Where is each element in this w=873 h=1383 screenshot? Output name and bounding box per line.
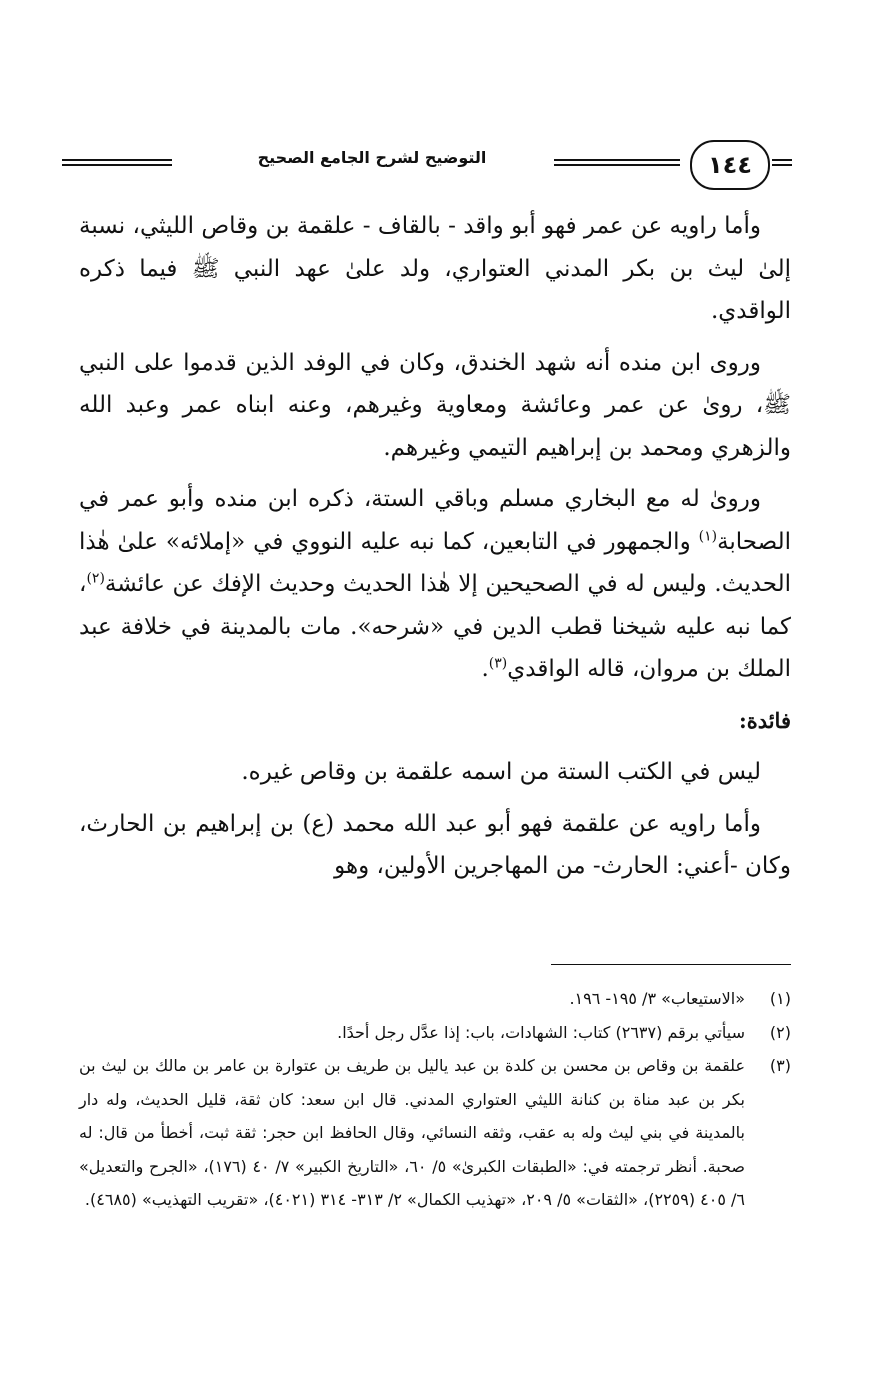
running-header [62, 140, 792, 190]
footnote-ref[interactable]: (١) [698, 527, 718, 544]
footnote-text: «الاستيعاب» ٣/ ١٩٥- ١٩٦. [569, 989, 745, 1008]
paragraph: وأما راويه عن عمر فهو أبو واقد - بالقاف - علقمة بن وقاص الليثي، نسبة إلىٰ ليث بن بكر المدني العتواري، ولد علىٰ عهد النبي ﷺ فيما ذكره الواقدي. [79, 213, 791, 324]
header-rule-right [772, 159, 792, 166]
main-text [79, 205, 791, 897]
footnote-number: (٢) [769, 1022, 791, 1042]
footnote-number: (١) [769, 989, 791, 1008]
footnote [79, 982, 791, 1016]
paragraph-text: وروىٰ له مع البخاري مسلم وباقي الستة، ذكره ابن منده وأبو عمر في الصحابة [79, 486, 791, 555]
paragraph-text: . [481, 656, 489, 682]
header-rule-middle [554, 159, 680, 166]
footnote-number: (٣) [769, 1056, 791, 1075]
page-number-badge: ١٤٤ [690, 140, 770, 190]
paragraph: ليس في الكتب الستة من اسمه علقمة بن وقاص غيره. [241, 759, 761, 785]
footnote [79, 1016, 791, 1050]
footnote-ref[interactable]: (٣) [488, 655, 508, 672]
footnote [79, 1049, 791, 1217]
footnotes [79, 982, 791, 1217]
footnote-text: علقمة بن وقاص بن محسن بن كلدة بن عبد ياليل بن طريف بن عتوارة بن عامر بن مالك بن ليث بن بكر بن عبد مناة بن كنانة الليثي العتواري المدني. قال ابن سعد: كان ثقة، قليل الحديث، وله دار بالمدينة في بني ليث وله به عقب، وثقه النسائي، وقال الحافظ ابن حجر: ثقة ثبت، أخطأ من قال: له صحبة. أنظر ترجمته في: «الطبقات الكبرىٰ» ٥/ ٦٠، «التاريخ الكبير» ٧/ ٤٠ (١٧٦)، «الجرح والتعديل» ٦/ ٤٠٥ (٢٢٥٩)، «الثقات» ٥/ ٢٠٩، «تهذيب الكمال» ٢/ ٣١٣- ٣١٤ (٤٠٢١)، «تقريب التهذيب» (٤٦٨٥). [79, 1056, 746, 1209]
footnote-ref[interactable]: (٢) [86, 570, 105, 587]
header-rule-left [62, 159, 172, 166]
footnote-separator [551, 964, 791, 965]
paragraph: وأما راويه عن علقمة فهو أبو عبد الله محمد (ع) بن إبراهيم بن الحارث، وكان -أعني: الحارث- من المهاجرين الأولين، وهو [79, 810, 791, 879]
paragraph-text: والجمهور في التابعين، كما نبه عليه النووي في «إملائه» علىٰ هٰذا الحديث. وليس له في الصحيحين إلا هٰذا الحديث وحديث الإفك عن عائشة [79, 528, 791, 597]
footnote-text: سيأتي برقم (٢٦٣٧) كتاب: الشهادات، باب: إذا عدَّل رجل أحدًا. [337, 1022, 745, 1042]
running-title: التوضيح لشرح الجامع الصحيح [257, 148, 487, 167]
paragraph [79, 478, 791, 691]
paragraph: وروى ابن منده أنه شهد الخندق، وكان في الوفد الذين قدموا على النبي ﷺ، روىٰ عن عمر وعائشة ومعاوية وغيرهم، وعنه ابناه عمر وعبد الله والزهري ومحمد بن إبراهيم التيمي وغيرهم. [79, 349, 791, 461]
section-heading: فائدة: [738, 707, 791, 733]
paragraph-text: ، كما نبه عليه شيخنا قطب الدين في «شرحه». مات بالمدينة في خلافة عبد الملك بن مروان، قاله الواقدي [79, 571, 791, 682]
